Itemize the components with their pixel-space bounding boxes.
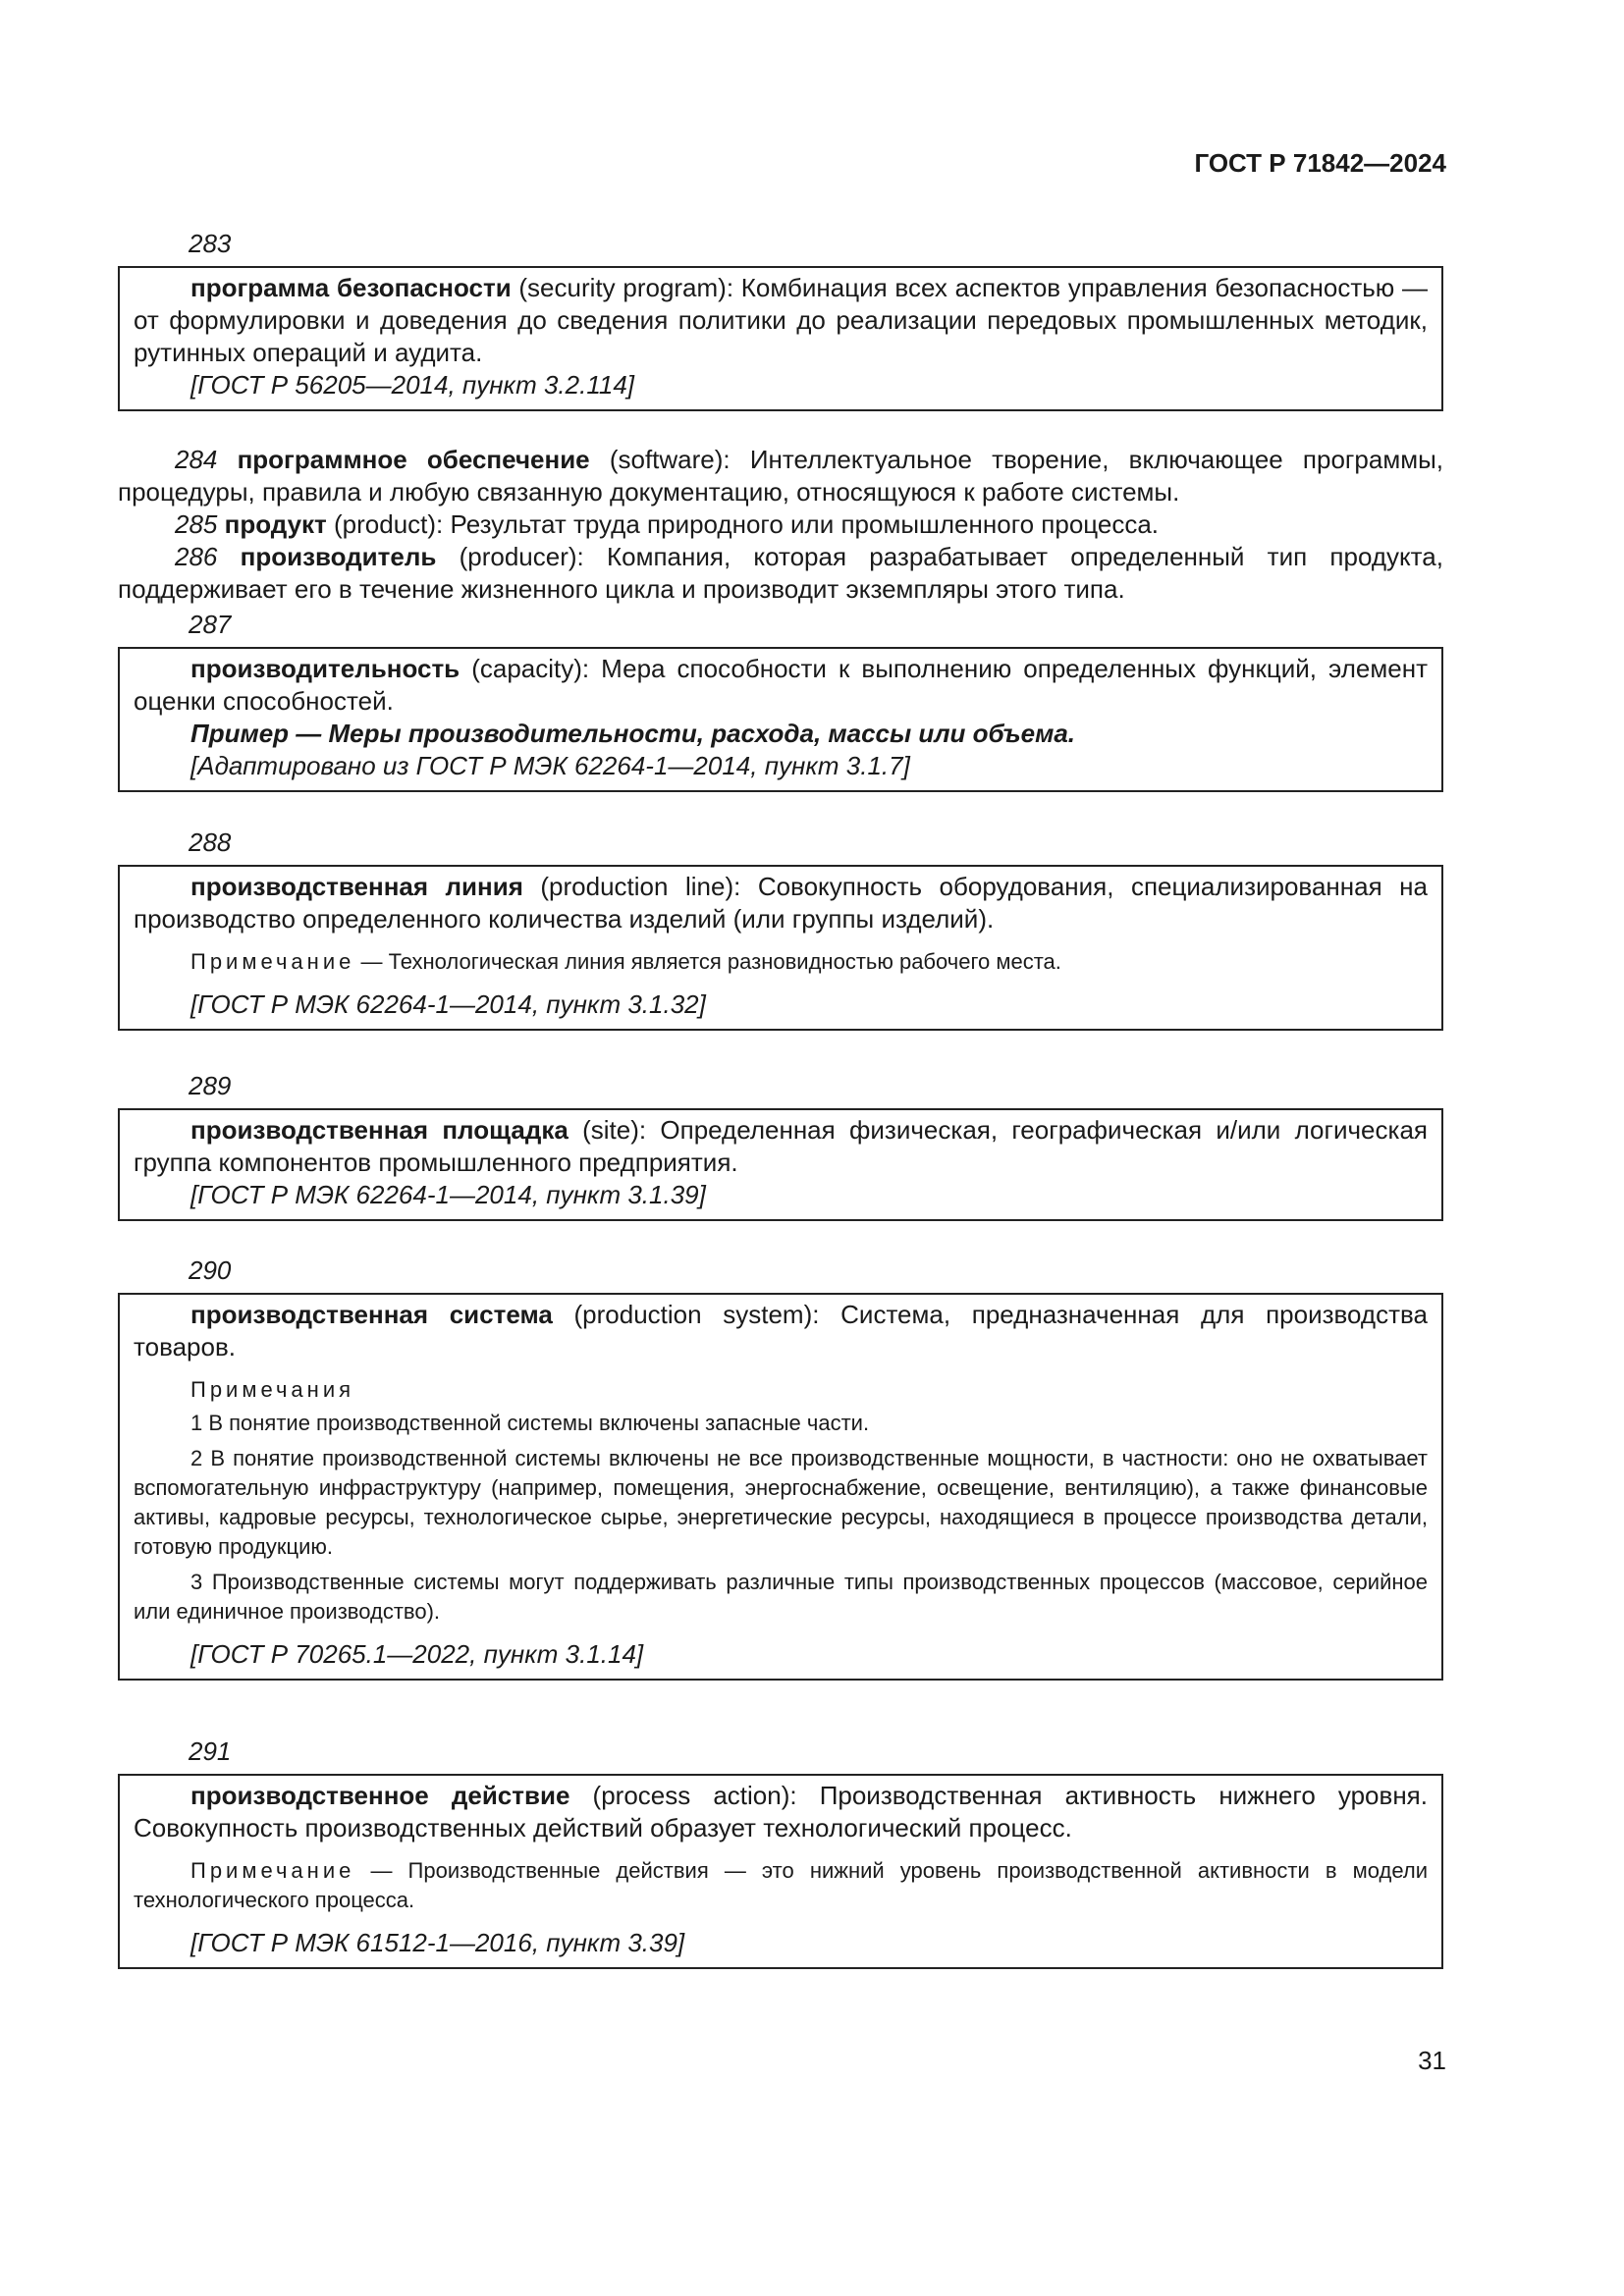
entry-290: [118, 1255, 1443, 1681]
entry-number: 288: [189, 828, 232, 857]
entry-number: 291: [189, 1736, 232, 1766]
entry-288: [118, 827, 1443, 1031]
definition: [134, 1114, 1428, 1179]
document-id: ГОСТ Р 71842—2024: [1194, 148, 1446, 178]
definition-text: (product): Результат труда природного или промышленного процесса.: [326, 509, 1160, 539]
note-label: Примечание: [190, 949, 355, 974]
definition-box: [118, 1293, 1443, 1681]
note-label: Примечание: [190, 1858, 355, 1883]
term: производитель: [240, 542, 437, 571]
note-3: 3 Производственные системы могут поддерживать различные типы производственных процессов (массовое, серийное или единичное производство).: [134, 1570, 1428, 1624]
term: производственная площадка: [190, 1115, 568, 1145]
source-reference: [ГОСТ Р МЭК 62264-1—2014, пункт 3.1.32]: [190, 989, 706, 1019]
definition-box: [118, 647, 1443, 792]
entry-289: [118, 1070, 1443, 1221]
definition-text: (site): Определенная физическая, географическая и/или логическая группа компонентов промышленного предприятия.: [134, 1115, 1429, 1177]
definition-text: (software): Интеллектуальное творение, включающее программы, процедуры, правила и любую связанную документацию, относящуюся к работе системы.: [118, 445, 1443, 507]
definition: [134, 272, 1428, 369]
definition-text: (process action): Производственная активность нижнего уровня. Совокупность производственных действий образует технологический процесс.: [134, 1781, 1428, 1842]
note-text: — Производственные действия — это нижний уровень производственной активности в модели технологического процесса.: [134, 1858, 1428, 1912]
entry-286: [118, 541, 1443, 606]
source-reference: [Адаптировано из ГОСТ Р МЭК 62264-1—2014, пункт 3.1.7]: [190, 751, 910, 780]
definition-text: (security program): Комбинация всех аспектов управления безопасностью — от формулировки и доведения до сведения политики до реализации передовых промышленных методик, рутинных операций и аудита.: [134, 273, 1428, 367]
term: производительность: [190, 654, 460, 683]
entry-284: [118, 444, 1443, 508]
entry-number: 287: [189, 610, 232, 639]
definition: [134, 1780, 1428, 1844]
entries-284-286: [118, 444, 1443, 606]
notes-label: Примечания: [190, 1377, 355, 1402]
page-number: 31: [1418, 2046, 1446, 2075]
note-text: — Технологическая линия является разновидностью рабочего места.: [354, 949, 1061, 974]
definition: [134, 1299, 1428, 1363]
source-reference: [ГОСТ Р 70265.1—2022, пункт 3.1.14]: [190, 1639, 644, 1669]
definition-text: (producer): Компания, которая разрабатывает определенный тип продукта, поддерживает его в течение жизненного цикла и производит экземпляры этого типа.: [118, 542, 1443, 604]
term: программа безопасности: [190, 273, 512, 302]
note-1: 1 В понятие производственной системы включены запасные части.: [190, 1411, 870, 1435]
entry-number: 284: [175, 445, 218, 474]
entry-285: [118, 508, 1443, 541]
definition-box: [118, 266, 1443, 411]
note: [134, 1856, 1428, 1915]
source-reference: [ГОСТ Р МЭК 61512-1—2016, пункт 3.39]: [190, 1928, 685, 1957]
definition-text: (production line): Совокупность оборудования, специализированная на производство определенного количества изделий (или группы изделий).: [134, 872, 1428, 934]
example: Пример — Меры производительности, расхода, массы или объема.: [190, 719, 1076, 748]
note-2: 2 В понятие производственной системы включены не все производственные мощности, в частности: оно не охватывает вспомогательную инфраструктуру (например, помещения, энергоснабжение, освещение, вентиляцию), а также финансовые активы, кадровые ресурсы, технологическое сырье, энергетические ресурсы, находящиеся в процессе производства детали, готовую продукцию.: [134, 1446, 1428, 1559]
term: производственная линия: [190, 872, 523, 901]
entry-number: 290: [189, 1255, 232, 1285]
term: продукт: [224, 509, 327, 539]
definition-box: [118, 865, 1443, 1031]
definition: [134, 653, 1428, 718]
definition-box: [118, 1108, 1443, 1221]
definition: [134, 871, 1428, 935]
term: производственная система: [190, 1300, 553, 1329]
term: производственное действие: [190, 1781, 570, 1810]
entry-287: [118, 609, 1443, 792]
term: программное обеспечение: [237, 445, 590, 474]
entry-283: [118, 228, 1443, 411]
entry-number: 286: [175, 542, 218, 571]
definition-text: (production system): Система, предназначенная для производства товаров.: [134, 1300, 1428, 1362]
entry-number: 285: [175, 509, 218, 539]
source-reference: [ГОСТ Р МЭК 62264-1—2014, пункт 3.1.39]: [190, 1180, 706, 1209]
source-reference: [ГОСТ Р 56205—2014, пункт 3.2.114]: [190, 370, 635, 400]
definition-text: (capacity): Мера способности к выполнению определенных функций, элемент оценки способностей.: [134, 654, 1428, 716]
entry-number: 283: [189, 229, 232, 258]
definition-box: [118, 1774, 1443, 1969]
entry-291: [118, 1735, 1443, 1969]
entry-number: 289: [189, 1071, 232, 1100]
note: [134, 947, 1428, 977]
